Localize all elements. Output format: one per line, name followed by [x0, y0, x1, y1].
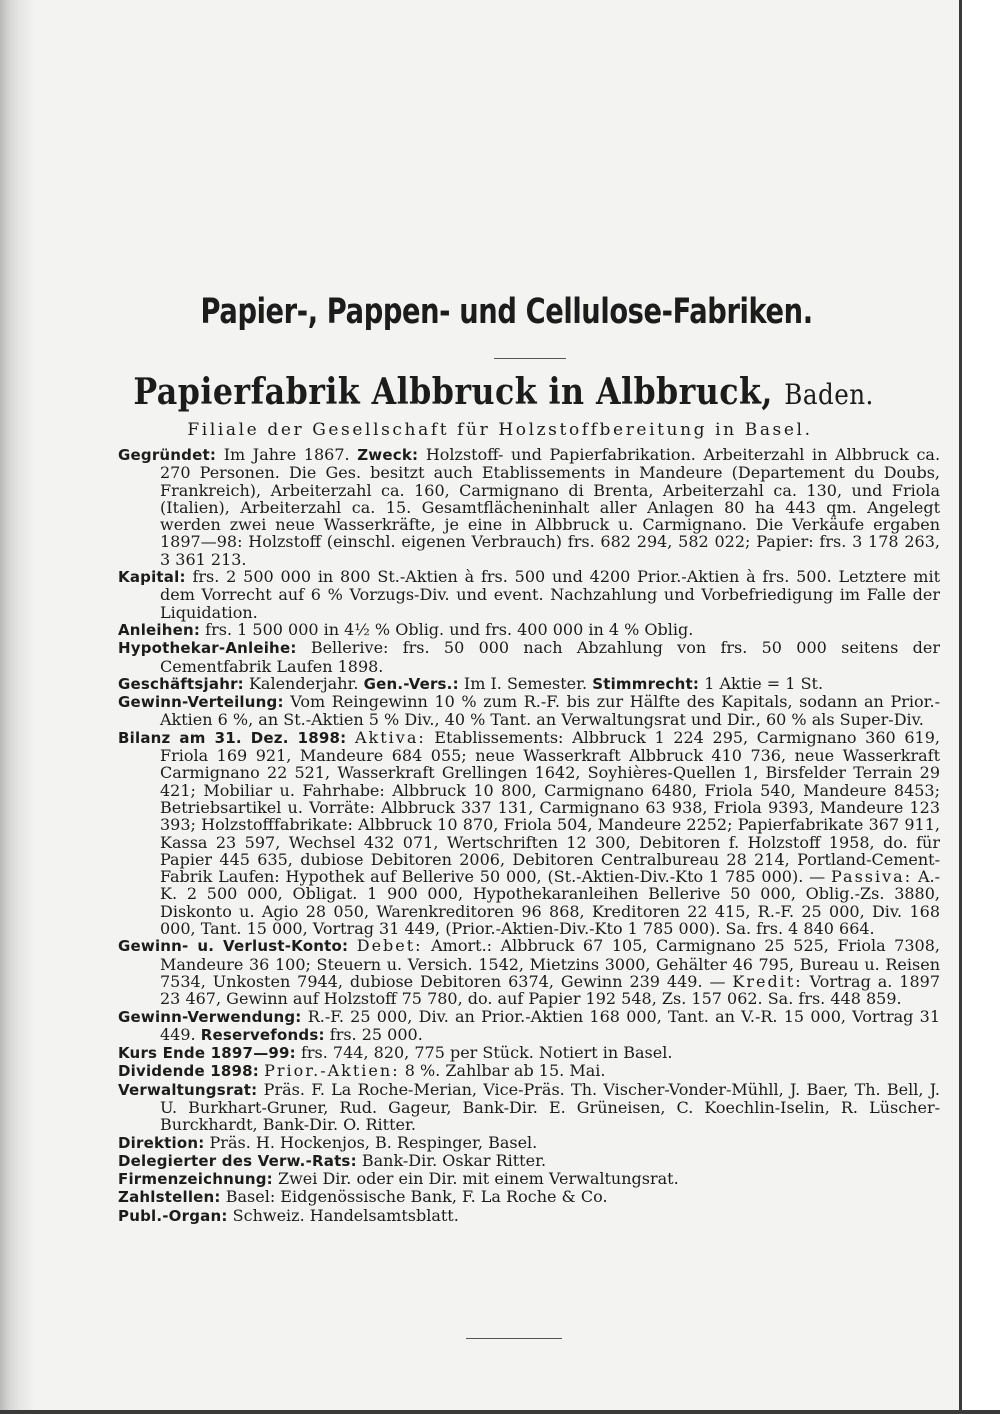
passiva-text: A.-K. 2 500 000, Obligat. 1 900 000, Hypothekaranleihen Bellerive 50 000, Oblig.-Zs. 3880, Diskonto u. Agio 28 050, Warenkreditoren 96 868, Kreditoren 22 415, R.-F. 25 000, Div. 168 000, Tant. 15 000, Vortrag 31 449, (Prior.-Aktien-Div.-Kto 1 785 000). Sa. frs. 4 840 664.: [160, 867, 940, 939]
entry-label: Reservefonds:: [200, 1025, 325, 1044]
entry-label: Delegierter des Verw.-Rats:: [118, 1151, 357, 1170]
scan-margin: [962, 0, 1000, 1414]
entry-zahlstellen: [118, 1188, 940, 1206]
entry-label: Gewinn- u. Verlust-Konto:: [118, 937, 349, 956]
entry-anleihen: [118, 621, 940, 639]
end-divider: [466, 1338, 562, 1339]
entry-gegruendet: [118, 446, 940, 568]
entry-bilanz: [118, 729, 940, 938]
entry-text: frs. 25 000.: [329, 1024, 423, 1044]
entry-label: Gen.-Vers.:: [363, 674, 459, 693]
entry-label: Hypothekar-Anleihe:: [118, 639, 297, 658]
passiva-label: Passiva:: [831, 867, 913, 887]
entry-hypothekar-anleihe: [118, 639, 940, 675]
entry-text: Präs. F. La Roche-Merian, Vice-Präs. Th. Vischer-Vonder-Mühll, J. Baer, Th. Bell, J. U. Burkhart-Gruner, Rud. Gageur, Bank-Dir. E. Grüneisen, C. Koechlin-Iselin, R. Lüscher-Burckhardt, Bank-Dir. O. Ritter.: [160, 1079, 941, 1135]
entry-text: Basel: Eidgenössische Bank, F. La Roche & Co.: [225, 1187, 608, 1207]
entry-label: Firmenzeichnung:: [118, 1170, 273, 1189]
debet-label: Debet:: [356, 936, 423, 956]
entry-text: 8 %. Zahlbar ab 15. Mai.: [404, 1061, 606, 1081]
entry-text: Zwei Dir. oder ein Dir. mit einem Verwaltungsrat.: [277, 1169, 679, 1189]
entry-label: Direktion:: [118, 1133, 205, 1152]
entry-text: Präs. H. Hockenjos, B. Respinger, Basel.: [209, 1132, 538, 1152]
entry-label: Gegründet:: [118, 446, 217, 464]
company-subtitle: Filiale der Gesellschaft für Holzstoffbereitung in Basel.: [187, 420, 813, 440]
entry-label: Verwaltungsrat:: [118, 1080, 258, 1099]
entry-label: Bilanz am 31. Dez. 1898:: [118, 728, 347, 747]
entry-text: Im I. Semester.: [463, 673, 588, 693]
company-entries: [118, 446, 940, 1225]
entry-label: Zweck:: [357, 446, 419, 464]
entry-label: Zahlstellen:: [118, 1188, 221, 1207]
entry-delegierter: [118, 1152, 940, 1170]
entry-text: 1 Aktie = 1 St.: [704, 673, 824, 693]
entry-publ-organ: [118, 1207, 940, 1225]
entry-text: Kalenderjahr.: [248, 673, 359, 693]
company-title: [64, 371, 944, 413]
entry-dividende: [118, 1062, 940, 1080]
kredit-text: Vortrag a. 1897 23 467, Gewinn auf Holzstoff 75 780, do. auf Papier 192 548, Zs. 157 062. Sa. frs. 448 859.: [160, 971, 941, 1009]
company-location: Baden.: [784, 378, 874, 411]
debet-text: Amort.: Albbruck 67 105, Carmignano 25 525, Friola 7308, Mandeure 36 100; Steuern u. Versich. 1542, Mietzins 3000, Gehälter 46 795, Bureau u. Reisen 7534, Unkosten 7944, dubiose Debitoren 6374, Gewinn 239 449. —: [160, 936, 940, 991]
entry-label: Anleihen:: [118, 620, 201, 639]
entry-verwaltungsrat: [118, 1081, 940, 1134]
entry-text: frs. 1 500 000 in 4½ % Oblig. und frs. 400 000 in 4 % Oblig.: [205, 619, 694, 639]
entry-text: Im Jahre 1867.: [223, 445, 350, 464]
entry-text: Schweiz. Handelsamtsblatt.: [232, 1205, 459, 1225]
entry-text: R.-F. 25 000, Div. an Prior.-Aktien 168 000, Tant. an V.-R. 15 000, Vortrag 31 449.: [160, 1006, 940, 1044]
kredit-label: Kredit:: [732, 971, 803, 991]
entry-label: Dividende 1898:: [118, 1062, 259, 1081]
entry-geschaeftsjahr: [118, 675, 940, 693]
entry-text: Vom Reingewinn 10 % zum R.-F. bis zur Hälfte des Kapitals, sodann an Prior.-Aktien 6 %, an St.-Aktien 5 % Div., 40 % Tant. an Verwaltungsrat und Dir., 60 % als Super-Div.: [160, 692, 940, 730]
entry-sublabel: Prior.-Aktien:: [264, 1061, 400, 1081]
page-bottom-edge: [0, 1410, 1000, 1414]
entry-label: Stimmrecht:: [592, 674, 700, 693]
entry-text: frs. 744, 820, 775 per Stück. Notiert in Basel.: [300, 1043, 673, 1063]
entry-label: Publ.-Organ:: [118, 1206, 228, 1225]
entry-label: Kapital:: [118, 568, 186, 587]
entry-direktion: [118, 1134, 940, 1152]
aktiva-text: Etablissements: Albbruck 1 224 295, Carmignano 360 619, Friola 169 921, Mandeure 684 055; neue Wasserkraft Albbruck 410 736, neue Wasserkraft Carmignano 22 521, Wasserkraft Grellingen 1642, Soyhières-Quellen 1, Birsfelder Terrain 29 421; Mobiliar u. Fahrhabe: Albbruck 10 800, Carmignano 6480, Friola 540, Mandeure 8453; Betriebsartikel u. Vorräte: Albbruck 337 131, Carmignano 63 938, Friola 9393, Mandeure 123 393; Holzstofffabrikate: Albbruck 10 870, Friola 504, Mandeure 2252; Papierfabrikate 367 911, Kassa 23 597, Wechsel 432 071, Wertschriften 12 300, Debitoren f. Holzstoff 1958, do. für Papier 445 635, dubiose Debitoren 2006, Debitoren Centralbureau 28 214, Portland-Cement-Fabrik Laufen: Hypothek auf Bellerive 50 000, (St.-Aktien-Div.-Kto 1 785 000). —: [160, 727, 941, 887]
entry-kurs: [118, 1044, 940, 1062]
entry-text: Bank-Dir. Oskar Ritter.: [361, 1150, 547, 1170]
entry-gewinn-verwendung: [118, 1008, 940, 1045]
entry-kapital: [118, 568, 940, 621]
entry-text: frs. 2 500 000 in 800 St.-Aktien à frs. 500 und 4200 Prior.-Aktien à frs. 500. Letztere mit dem Vorrecht auf 6 % Vorzugs-Div. und event. Nachzahlung und Vorbefriedigung im Falle der Liquidation.: [160, 567, 940, 622]
entry-firmenzeichnung: [118, 1170, 940, 1188]
entry-label: Geschäftsjahr:: [118, 674, 244, 693]
entry-label: Gewinn-Verteilung:: [118, 693, 284, 712]
section-title: Papier-, Pappen- und Cellulose-Fabriken.: [200, 292, 813, 332]
page-binding-shadow: [0, 0, 36, 1414]
entry-text: Bellerive: frs. 50 000 nach Abzahlung von frs. 50 000 seitens der Cementfabrik Laufen 1898.: [160, 638, 940, 676]
entry-gv-konto: [118, 937, 940, 1007]
title-divider: [494, 358, 566, 359]
entry-label: Kurs Ende 1897—99:: [118, 1044, 296, 1063]
entry-text: Holzstoff- und Papierfabrikation. Arbeiterzahl in Albbruck ca. 270 Personen. Die Ges. besitzt auch Etablissements in Mandeure (Departement du Doubs, Frankreich), Arbeiterzahl ca. 160, Carmignano di Brenta, Arbeiterzahl ca. 130, und Friola (Italien), Arbeiterzahl ca. 15. Gesamtflächeninhalt aller Anlagen 80 ha 443 qm. Angelegt werden zwei neue Wasserkräfte, je eine in Albbruck u. Carmignano. Die Verkäufe ergaben 1897—98: Holzstoff (einschl. eigenen Verbrauch) frs. 682 294, 582 022; Papier: frs. 3 178 263, 3 361 213.: [160, 445, 941, 569]
entry-gewinn-verteilung: [118, 693, 940, 729]
company-name: Papierfabrik Albbruck in Albbruck,: [133, 371, 773, 413]
entry-label: Gewinn-Verwendung:: [118, 1007, 302, 1026]
aktiva-label: Aktiva:: [355, 727, 426, 747]
